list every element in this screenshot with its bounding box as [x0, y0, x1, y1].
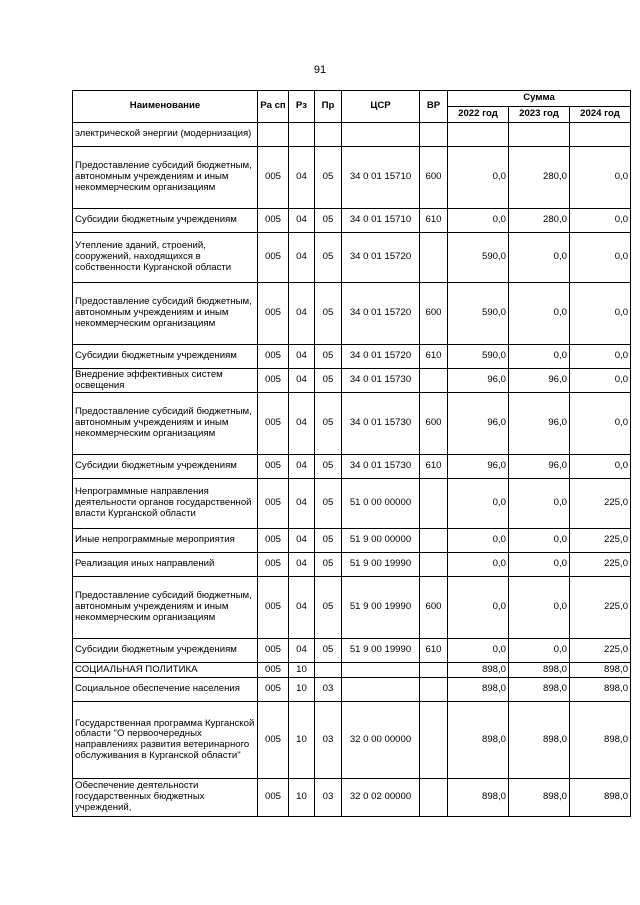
- cell-sum-2024: 898,0: [570, 702, 631, 779]
- cell-vr: [420, 529, 448, 553]
- cell-sum-2023: 0,0: [509, 639, 570, 663]
- cell-rz: 04: [289, 553, 315, 577]
- cell-pr: [315, 123, 342, 147]
- cell-rasp: 005: [258, 663, 289, 678]
- cell-sum-2023: 898,0: [509, 663, 570, 678]
- cell-sum-2023: [509, 123, 570, 147]
- cell-sum-2024: 225,0: [570, 529, 631, 553]
- cell-rz: 10: [289, 779, 315, 817]
- cell-rz: 10: [289, 663, 315, 678]
- cell-sum-2023: 96,0: [509, 455, 570, 479]
- table-row: [73, 283, 631, 345]
- cell-rz: 04: [289, 147, 315, 209]
- cell-pr: 05: [315, 553, 342, 577]
- table-row: [73, 369, 631, 393]
- cell-sum-2022: 898,0: [448, 678, 509, 702]
- cell-rz: 04: [289, 393, 315, 455]
- cell-rasp: [258, 123, 289, 147]
- cell-csr: 34 0 01 15720: [342, 345, 420, 369]
- cell-sum-2022: 590,0: [448, 233, 509, 283]
- cell-csr: 51 9 00 19990: [342, 577, 420, 639]
- cell-sum-2023: 280,0: [509, 209, 570, 233]
- cell-sum-2024: 898,0: [570, 663, 631, 678]
- cell-vr: 600: [420, 577, 448, 639]
- cell-pr: 05: [315, 455, 342, 479]
- cell-sum-2024: 0,0: [570, 455, 631, 479]
- cell-sum-2022: 96,0: [448, 369, 509, 393]
- header-name: Наименование: [73, 91, 258, 123]
- cell-csr: 51 0 00 00000: [342, 479, 420, 529]
- cell-rasp: 005: [258, 529, 289, 553]
- cell-sum-2023: 0,0: [509, 553, 570, 577]
- cell-rz: 04: [289, 529, 315, 553]
- cell-pr: 05: [315, 639, 342, 663]
- header-rz: Рз: [289, 91, 315, 123]
- cell-rasp: 005: [258, 639, 289, 663]
- cell-name: СОЦИАЛЬНАЯ ПОЛИТИКА: [73, 663, 258, 678]
- budget-table: [72, 90, 631, 817]
- cell-name: Предоставление субсидий бюджетным, автономным учреждениям и иным некоммерческим организациям: [73, 283, 258, 345]
- cell-rz: 04: [289, 233, 315, 283]
- table-row: [73, 455, 631, 479]
- cell-name: Субсидии бюджетным учреждениям: [73, 639, 258, 663]
- cell-rasp: 005: [258, 553, 289, 577]
- cell-sum-2023: 898,0: [509, 678, 570, 702]
- cell-pr: 05: [315, 479, 342, 529]
- table-body: [73, 123, 631, 817]
- page-number: 91: [313, 64, 327, 76]
- cell-sum-2022: 0,0: [448, 209, 509, 233]
- cell-vr: 610: [420, 345, 448, 369]
- cell-name: Реализация иных направлений: [73, 553, 258, 577]
- cell-name: Предоставление субсидий бюджетным, автономным учреждениям и иным некоммерческим организациям: [73, 393, 258, 455]
- cell-pr: 05: [315, 577, 342, 639]
- cell-pr: 03: [315, 779, 342, 817]
- cell-pr: 05: [315, 393, 342, 455]
- table-row: [73, 639, 631, 663]
- cell-rasp: 005: [258, 678, 289, 702]
- cell-csr: 34 0 01 15720: [342, 283, 420, 345]
- table-row: [73, 553, 631, 577]
- table-row: [73, 233, 631, 283]
- cell-sum-2023: 0,0: [509, 283, 570, 345]
- cell-sum-2023: 898,0: [509, 779, 570, 817]
- cell-csr: 34 0 01 15730: [342, 455, 420, 479]
- cell-csr: 32 0 00 00000: [342, 702, 420, 779]
- cell-vr: [420, 779, 448, 817]
- cell-csr: 34 0 01 15730: [342, 393, 420, 455]
- cell-sum-2023: 0,0: [509, 577, 570, 639]
- header-year-2023: 2023 год: [509, 107, 570, 123]
- table-row: [73, 209, 631, 233]
- cell-name: Обеспечение деятельности государственных бюджетных учреждений,: [73, 779, 258, 817]
- cell-name: Предоставление субсидий бюджетным, автономным учреждениям и иным некоммерческим организациям: [73, 147, 258, 209]
- table-header: [73, 91, 631, 123]
- table-row: [73, 147, 631, 209]
- cell-rasp: 005: [258, 779, 289, 817]
- cell-rz: 10: [289, 702, 315, 779]
- cell-sum-2024: 0,0: [570, 369, 631, 393]
- cell-rasp: 005: [258, 455, 289, 479]
- cell-csr: 51 9 00 19990: [342, 553, 420, 577]
- header-year-2024: 2024 год: [570, 107, 631, 123]
- cell-pr: 03: [315, 678, 342, 702]
- cell-rasp: 005: [258, 369, 289, 393]
- cell-sum-2022: 0,0: [448, 577, 509, 639]
- cell-rz: 04: [289, 345, 315, 369]
- cell-pr: 05: [315, 147, 342, 209]
- cell-sum-2024: 898,0: [570, 779, 631, 817]
- cell-sum-2024: 225,0: [570, 577, 631, 639]
- cell-name: Социальное обеспечение населения: [73, 678, 258, 702]
- cell-rz: [289, 123, 315, 147]
- cell-sum-2022: 0,0: [448, 553, 509, 577]
- cell-vr: [420, 123, 448, 147]
- cell-sum-2022: 0,0: [448, 479, 509, 529]
- cell-vr: [420, 479, 448, 529]
- cell-rasp: 005: [258, 209, 289, 233]
- cell-vr: 610: [420, 209, 448, 233]
- cell-sum-2022: 898,0: [448, 702, 509, 779]
- table-row: [73, 702, 631, 779]
- cell-csr: 51 9 00 19990: [342, 639, 420, 663]
- cell-name: Государственная программа Курганской области "О первоочередных направлениях развития ветеринарного обслуживания в Курганской области": [73, 702, 258, 779]
- cell-rasp: 005: [258, 147, 289, 209]
- table-row: [73, 529, 631, 553]
- cell-pr: 05: [315, 345, 342, 369]
- cell-sum-2023: 96,0: [509, 393, 570, 455]
- table-row: [73, 663, 631, 678]
- cell-sum-2022: 898,0: [448, 779, 509, 817]
- cell-sum-2024: 0,0: [570, 283, 631, 345]
- header-vr: ВР: [420, 91, 448, 123]
- cell-csr: [342, 678, 420, 702]
- cell-csr: 34 0 01 15720: [342, 233, 420, 283]
- cell-sum-2022: 96,0: [448, 393, 509, 455]
- cell-pr: [315, 663, 342, 678]
- cell-name: Утепление зданий, строений, сооружений, находящихся в собственности Курганской области: [73, 233, 258, 283]
- cell-rz: 04: [289, 455, 315, 479]
- cell-pr: 05: [315, 209, 342, 233]
- cell-pr: 03: [315, 702, 342, 779]
- cell-csr: 51 9 00 00000: [342, 529, 420, 553]
- cell-sum-2022: 590,0: [448, 283, 509, 345]
- cell-rz: 04: [289, 283, 315, 345]
- cell-vr: 610: [420, 639, 448, 663]
- cell-name: Субсидии бюджетным учреждениям: [73, 455, 258, 479]
- cell-csr: [342, 123, 420, 147]
- cell-name: Субсидии бюджетным учреждениям: [73, 345, 258, 369]
- cell-rz: 04: [289, 577, 315, 639]
- cell-sum-2022: 590,0: [448, 345, 509, 369]
- cell-csr: 32 0 02 00000: [342, 779, 420, 817]
- cell-vr: [420, 702, 448, 779]
- cell-rasp: 005: [258, 345, 289, 369]
- cell-sum-2024: 0,0: [570, 393, 631, 455]
- cell-rz: 04: [289, 209, 315, 233]
- cell-csr: 34 0 01 15710: [342, 209, 420, 233]
- cell-vr: [420, 678, 448, 702]
- cell-vr: 600: [420, 147, 448, 209]
- cell-vr: 600: [420, 283, 448, 345]
- cell-pr: 05: [315, 369, 342, 393]
- table-row: [73, 123, 631, 147]
- cell-vr: [420, 553, 448, 577]
- cell-sum-2022: 0,0: [448, 147, 509, 209]
- cell-rz: 10: [289, 678, 315, 702]
- cell-name: Иные непрограммные мероприятия: [73, 529, 258, 553]
- cell-sum-2022: 898,0: [448, 663, 509, 678]
- cell-rz: 04: [289, 479, 315, 529]
- cell-sum-2023: 0,0: [509, 529, 570, 553]
- header-sum: Сумма: [448, 91, 631, 107]
- cell-sum-2024: [570, 123, 631, 147]
- cell-sum-2022: 0,0: [448, 639, 509, 663]
- cell-vr: [420, 663, 448, 678]
- cell-sum-2023: 898,0: [509, 702, 570, 779]
- cell-sum-2023: 0,0: [509, 233, 570, 283]
- cell-sum-2024: 0,0: [570, 147, 631, 209]
- cell-sum-2024: 225,0: [570, 479, 631, 529]
- cell-sum-2024: 225,0: [570, 639, 631, 663]
- cell-vr: [420, 369, 448, 393]
- cell-name: Предоставление субсидий бюджетным, автономным учреждениям и иным некоммерческим организациям: [73, 577, 258, 639]
- cell-sum-2023: 96,0: [509, 369, 570, 393]
- cell-sum-2024: 0,0: [570, 233, 631, 283]
- cell-name: Субсидии бюджетным учреждениям: [73, 209, 258, 233]
- cell-sum-2024: 898,0: [570, 678, 631, 702]
- cell-name: электрической энергии (модернизация): [73, 123, 258, 147]
- header-year-2022: 2022 год: [448, 107, 509, 123]
- header-pr: Пр: [315, 91, 342, 123]
- cell-sum-2024: 0,0: [570, 345, 631, 369]
- cell-rz: 04: [289, 639, 315, 663]
- cell-sum-2023: 0,0: [509, 345, 570, 369]
- table-row: [73, 577, 631, 639]
- table-row: [73, 345, 631, 369]
- cell-name: Внедрение эффективных систем освещения: [73, 369, 258, 393]
- cell-vr: 610: [420, 455, 448, 479]
- cell-rasp: 005: [258, 393, 289, 455]
- header-csr: ЦСР: [342, 91, 420, 123]
- cell-sum-2022: [448, 123, 509, 147]
- cell-rz: 04: [289, 369, 315, 393]
- cell-sum-2024: 0,0: [570, 209, 631, 233]
- cell-sum-2023: 280,0: [509, 147, 570, 209]
- table-row: [73, 393, 631, 455]
- cell-csr: 34 0 01 15730: [342, 369, 420, 393]
- cell-vr: [420, 233, 448, 283]
- cell-csr: 34 0 01 15710: [342, 147, 420, 209]
- cell-pr: 05: [315, 283, 342, 345]
- cell-csr: [342, 663, 420, 678]
- cell-sum-2024: 225,0: [570, 553, 631, 577]
- table-row: [73, 678, 631, 702]
- cell-name: Непрограммные направления деятельности органов государственной власти Курганской области: [73, 479, 258, 529]
- header-rasp: Ра сп: [258, 91, 289, 123]
- table-row: [73, 479, 631, 529]
- cell-rasp: 005: [258, 479, 289, 529]
- cell-sum-2023: 0,0: [509, 479, 570, 529]
- cell-rasp: 005: [258, 233, 289, 283]
- cell-pr: 05: [315, 233, 342, 283]
- cell-rasp: 005: [258, 702, 289, 779]
- cell-pr: 05: [315, 529, 342, 553]
- cell-rasp: 005: [258, 283, 289, 345]
- table-row: [73, 779, 631, 817]
- cell-rasp: 005: [258, 577, 289, 639]
- cell-vr: 600: [420, 393, 448, 455]
- cell-sum-2022: 96,0: [448, 455, 509, 479]
- cell-sum-2022: 0,0: [448, 529, 509, 553]
